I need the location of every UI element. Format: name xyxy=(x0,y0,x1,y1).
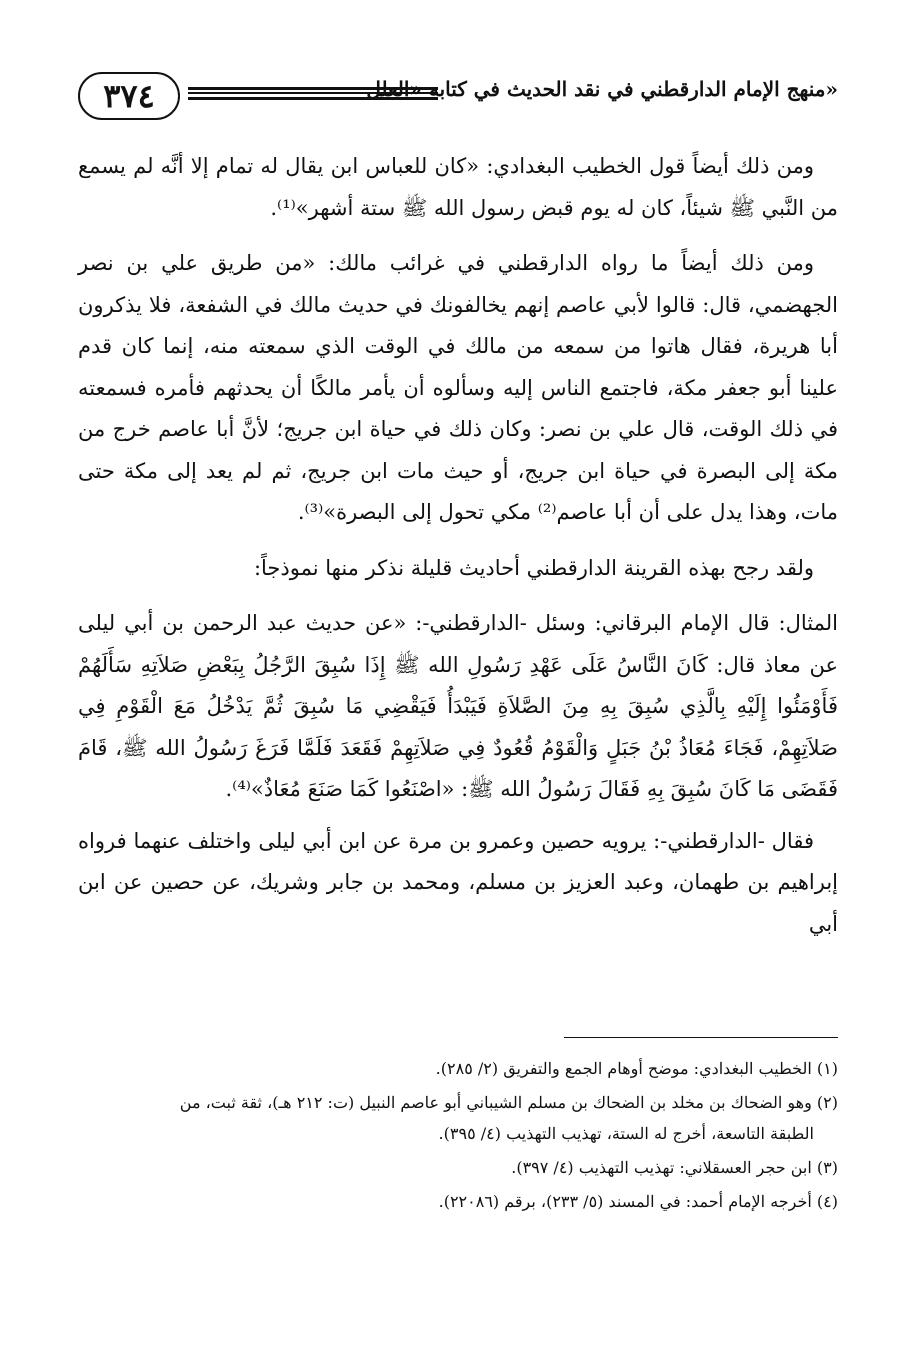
footnote-2-text: (٢) وهو الضحاك بن مخلد بن الضحاك بن مسلم الشيباني أبو عاصم النبيل (ت: ٢١٢ هـ)، ثقة ثبت، من xyxy=(179,1093,838,1112)
paragraph-daraqutni-answer: فقال -الدارقطني-: يرويه حصين وعمرو بن مرة عن ابن أبي ليلى واختلف عنهما فرواه إبراهيم بن طهمان، وعبد العزيز بن مسلم، ومحمد بن جابر وشريك، عن حصين عن ابن أبي xyxy=(78,828,838,936)
paragraph-khatib-quote: ومن ذلك أيضاً قول الخطيب البغدادي: «كان للعباس ابن يقال له تمام إلا أنَّه لم يسمع من النَّبي ﷺ شيئاً، كان له يوم قبض رسول الله ﷺ ستة أشهر»⁽¹⁾. xyxy=(78,154,838,220)
running-title: منهج الإمام الدارقطني في نقد الحديث في كتابه «العلل» xyxy=(366,77,838,101)
paragraph-tarjih-intro: ولقد رجح بهذه القرينة الدارقطني أحاديث قليلة نذكر منها نموذجاً: xyxy=(253,555,814,580)
footnote-1-text: (١) الخطيب البغدادي: موضح أوهام الجمع والتفريق (٢/ ٢٨٥). xyxy=(435,1059,838,1078)
page-number: ٣٧٤ xyxy=(78,72,180,120)
footnote-3 xyxy=(78,1152,838,1183)
footnote-2-continuation: الطبقة التاسعة، أخرج له الستة، تهذيب التهذيب (٤/ ٣٩٥). xyxy=(438,1124,814,1143)
main-text xyxy=(78,146,838,959)
footnote-3-text: (٣) ابن حجر العسقلاني: تهذيب التهذيب (٤/ ٣٩٧). xyxy=(511,1158,838,1177)
page-header xyxy=(78,70,838,120)
footnote-4-text: (٤) أخرجه الإمام أحمد: في المسند (٥/ ٢٣٣)، برقم (٢٢٠٨٦). xyxy=(438,1192,838,1211)
paragraph-gharaib-malik: ومن ذلك أيضاً ما رواه الدارقطني في غرائب مالك: «من طريق علي بن نصر الجهضمي، قال: قالوا لأبي عاصم إنهم يخالفونك في حديث مالك في الشفعة، فلا يذكرون أبا هريرة، فقال هاتوا من سمعه من مالك في الوقت الذي سمعته منه، إنما كان قدم علينا أبو جعفر مكة، فاجتمع الناس إليه وسألوه أن يأمر مالكًا أن يحدثهم فأمره فسمعته في ذلك الوقت، قال علي بن نصر: وكان ذلك في حياة ابن جريج؛ لأنَّ أبا عاصم خرج من مكة إلى البصرة في حياة ابن جريج، أو حيث مات ابن جريج، ثم لم يعد إلى مكة حتى مات، وهذا يدل على أن أبا عاصم⁽²⁾ مكي تحول إلى البصرة»⁽³⁾. xyxy=(78,251,838,524)
footnote-separator xyxy=(564,1037,838,1038)
footnote-4 xyxy=(78,1186,838,1217)
footnotes xyxy=(78,1053,838,1220)
paragraph-example: المثال: قال الإمام البرقاني: وسئل -الدارقطني-: «عن حديث عبد الرحمن بن أبي ليلى عن معاذ قال: كَانَ النَّاسُ عَلَى عَهْدِ رَسُولِ الله ﷺ إِذَا سُبِقَ الرَّجُلُ بِبَعْضِ صَلاَتِهِ سَأَلَهُمْ فَأَوْمَئُوا إِلَيْهِ بِالَّذِي سُبِقَ بِهِ مِنَ الصَّلاَةِ فَيَبْدَأُ فَيَقْضِي مَا سُبِقَ ثُمَّ يَدْخُلُ مَعَ الْقَوْمِ فِي صَلاَتِهِمْ، فَجَاءَ مُعَاذُ بْنُ جَبَلٍ وَالْقَوْمُ قُعُودٌ فِي صَلاَتِهِمْ فَقَعَدَ فَلَمَّا فَرَغَ رَسُولُ الله ﷺ، قَامَ فَقَضَى مَا كَانَ سُبِقَ بِهِ فَقَالَ رَسُولُ الله ﷺ: «اصْنَعُوا كَمَا صَنَعَ مُعَاذٌ»⁽⁴⁾. xyxy=(78,611,838,801)
footnote-1 xyxy=(78,1053,838,1084)
footnote-2 xyxy=(78,1087,838,1149)
